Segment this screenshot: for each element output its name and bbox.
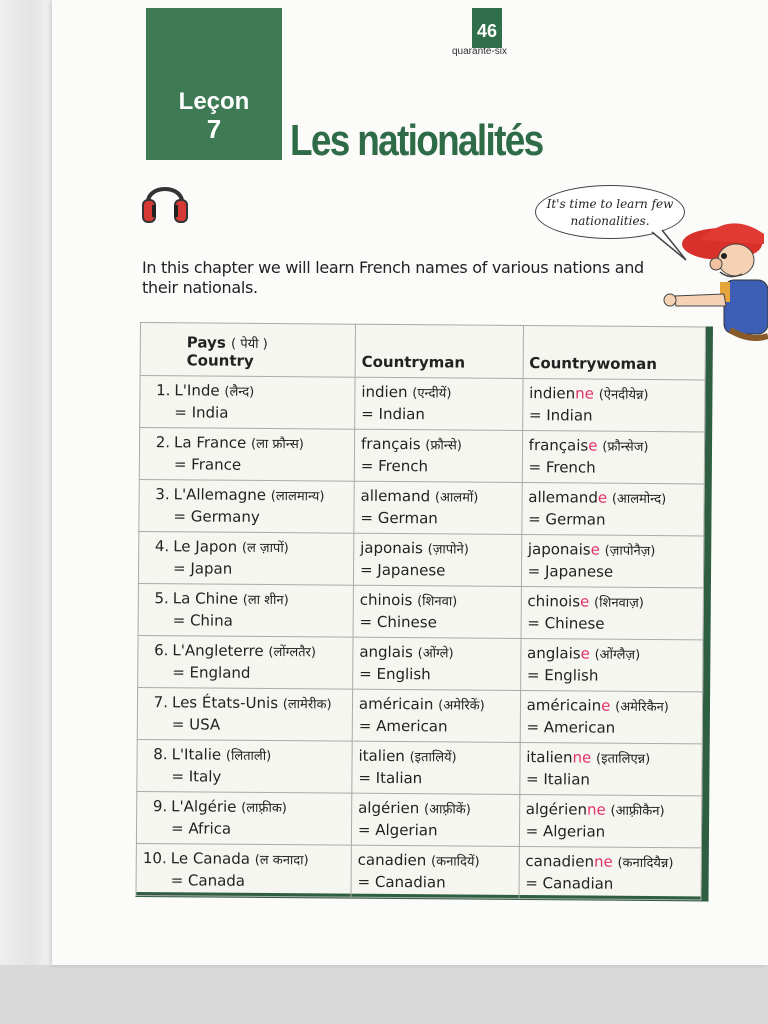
table-row: [136, 843, 701, 899]
table-row: [140, 376, 705, 432]
countrywoman-english: = English: [526, 666, 599, 685]
country-hindi: (ल ज़ापों): [241, 540, 289, 557]
countryman-hindi: (फ्रौन्से): [425, 438, 462, 454]
country-french: La France: [173, 433, 247, 452]
header-pays-hindi: ( पेयी ): [230, 336, 268, 353]
countrywoman-english: = American: [526, 718, 616, 737]
country-hindi: (लामेरीक): [282, 697, 332, 713]
page-number-words: quarante-six: [452, 46, 508, 57]
table-row: [138, 635, 703, 691]
feminine-ending: ne: [575, 384, 595, 403]
countryman-english: = Japanese: [359, 560, 446, 580]
nationalities-table-container: [135, 322, 712, 901]
countrywoman-base: algérien: [525, 800, 588, 819]
country-english: = Japan: [172, 559, 233, 578]
countryman-cell: [353, 533, 521, 586]
countrywoman-base: chinois: [527, 592, 581, 611]
country-french: L'Allemagne: [173, 485, 267, 504]
countrywoman-english: = Canadian: [525, 874, 614, 893]
feminine-ending: ne: [586, 800, 606, 819]
country-english: = Africa: [170, 819, 232, 838]
countryman-french: algérien: [358, 798, 420, 818]
country-english: = England: [172, 663, 251, 682]
country-french: L'Inde: [174, 381, 220, 400]
countrywoman-cell: [519, 846, 702, 899]
countrywoman-hindi: (ऐनदीयेन्न): [598, 387, 649, 403]
countryman-hindi: (ज़ापोने): [427, 542, 469, 558]
countrywoman-english: = Indian: [528, 406, 593, 425]
countryman-french: anglais: [359, 642, 413, 662]
countryman-french: japonais: [360, 538, 423, 558]
header-country-label: Country: [186, 351, 254, 370]
lesson-number: 7: [206, 114, 222, 144]
country-english: = Italy: [171, 767, 222, 786]
countrywoman-english: = Italian: [526, 770, 591, 789]
country-hindi: (लिताली): [225, 748, 272, 765]
country-hindi: (ल कनादा): [254, 852, 309, 869]
countrywoman-base: indien: [529, 384, 576, 403]
countrywoman-base: anglais: [526, 644, 581, 663]
country-french: Le Japon: [173, 537, 238, 556]
countrywoman-cell: [521, 535, 704, 588]
countryman-hindi: (ओंग्ले): [417, 646, 454, 662]
countryman-hindi: (इतालियें): [409, 750, 457, 766]
country-french: L'Algérie: [171, 797, 237, 816]
country-english: = Germany: [173, 507, 260, 526]
countryman-hindi: (आलमों): [434, 490, 479, 506]
country-cell: [136, 843, 351, 897]
countrywoman-base: japonais: [527, 540, 591, 559]
countrywoman-english: = Algerian: [525, 822, 606, 841]
row-number: 1.: [156, 381, 171, 400]
table-row: [136, 791, 701, 847]
countrywoman-english: = Chinese: [527, 614, 605, 633]
row-number: 6.: [154, 641, 169, 660]
countryman-english: = French: [360, 456, 429, 476]
table-row: [137, 687, 702, 743]
row-number: 8.: [153, 745, 168, 764]
header-countryman: Countryman: [355, 324, 523, 378]
country-cell: [137, 687, 352, 741]
countrywoman-base: italien: [526, 748, 573, 767]
countrywoman-cell: [521, 483, 704, 536]
countryman-cell: [354, 481, 522, 534]
row-number: 2.: [155, 433, 171, 452]
table-row: [138, 531, 703, 587]
countrywoman-cell: [519, 794, 702, 847]
country-hindi: (ला फ्रौन्स): [250, 436, 304, 453]
row-number: 10.: [142, 849, 167, 868]
intro-text: In this chapter we will learn French names of various nations and their nationals.: [142, 258, 644, 297]
country-french: L'Angleterre: [172, 641, 264, 660]
countrywoman-base: allemand: [528, 488, 598, 507]
countrywoman-cell: [520, 690, 703, 743]
table-row: [139, 428, 704, 484]
country-hindi: (लैन्द): [224, 384, 255, 400]
countryman-hindi: (शिनवा): [417, 594, 458, 610]
countryman-hindi: (आफ़्रीकें): [424, 802, 471, 818]
country-english: = India: [174, 403, 229, 422]
countrywoman-cell: [520, 638, 703, 691]
countrywoman-base: canadien: [525, 852, 595, 871]
countryman-english: = Algerian: [357, 820, 438, 840]
countrywoman-cell: [522, 431, 705, 484]
row-number: 9.: [152, 797, 168, 816]
country-hindi: (ला शीन): [242, 592, 289, 609]
countrywoman-hindi: (ओंग्लैज़): [594, 647, 641, 663]
countryman-cell: [351, 793, 519, 846]
country-english: = China: [172, 611, 233, 630]
countryman-cell: [352, 741, 520, 794]
feminine-ending: ne: [593, 852, 613, 871]
countryman-english: = English: [359, 664, 431, 684]
country-french: Le Canada: [170, 849, 251, 868]
countryman-french: indien: [361, 382, 408, 402]
countryman-french: chinois: [359, 590, 413, 610]
countrywoman-hindi: (अमेरिकैन): [615, 699, 669, 716]
country-hindi: (लोंग्लतैर): [268, 645, 317, 661]
feminine-ending: e: [597, 488, 608, 507]
feminine-ending: e: [579, 592, 590, 611]
country-cell: [139, 479, 354, 533]
table-row: [139, 479, 704, 535]
lesson-label: Leçon: [178, 88, 250, 115]
country-cell: [138, 531, 353, 585]
feminine-ending: e: [590, 540, 600, 559]
table-header-row: [140, 323, 705, 380]
countryman-french: canadien: [357, 850, 427, 870]
country-english: = USA: [171, 715, 221, 734]
country-cell: [139, 428, 354, 482]
countryman-english: = German: [360, 508, 438, 528]
page-title: Les nationalités: [290, 116, 543, 165]
countrywoman-english: = German: [528, 510, 606, 529]
country-french: Les États-Unis: [171, 693, 279, 713]
countryman-hindi: (कनादियें): [430, 854, 480, 870]
countryman-cell: [353, 637, 521, 690]
countryman-french: américain: [358, 694, 434, 714]
countryman-french: italien: [358, 746, 405, 766]
feminine-ending: e: [580, 644, 590, 663]
countryman-french: français: [360, 434, 421, 454]
table-row: [137, 739, 702, 795]
countrywoman-hindi: (शिनवाज़): [594, 595, 644, 611]
feminine-ending: e: [601, 696, 611, 715]
country-french: L'Italie: [171, 745, 222, 764]
table-row: [138, 583, 703, 639]
speech-bubble: It's time to learn few nationalities.: [535, 185, 685, 239]
feminine-ending: ne: [572, 748, 592, 767]
page-edge-stack: [0, 0, 52, 965]
countrywoman-cell: [519, 742, 702, 795]
countrywoman-hindi: (फ्रौन्सेज): [602, 439, 649, 455]
countrywoman-cell: [522, 379, 705, 432]
country-cell: [137, 739, 352, 793]
countrywoman-english: = French: [528, 458, 596, 477]
lesson-badge: [146, 8, 282, 160]
header-country: [140, 323, 355, 378]
countryman-english: = Indian: [361, 404, 425, 424]
countryman-french: allemand: [360, 486, 431, 506]
countryman-english: = Italian: [358, 768, 423, 788]
header-countrywoman: Countrywoman: [523, 326, 706, 380]
countryman-cell: [355, 377, 523, 430]
country-cell: [138, 583, 353, 637]
countrywoman-hindi: (इतालिएन्न): [596, 751, 651, 768]
countrywoman-english: = Japanese: [527, 562, 614, 581]
row-number: 5.: [154, 589, 169, 608]
countrywoman-hindi: (आफ़्रीकैन): [610, 803, 665, 820]
page-number: 46: [472, 8, 502, 48]
country-cell: [140, 376, 355, 430]
nationalities-table: [135, 322, 705, 900]
countrywoman-base: américain: [526, 696, 602, 715]
country-hindi: (लालमान्य): [270, 489, 325, 505]
row-number: 3.: [155, 485, 170, 504]
country-cell: [138, 635, 353, 689]
feminine-ending: e: [588, 436, 598, 455]
row-number: 4.: [154, 537, 170, 556]
countryman-english: = Chinese: [359, 612, 437, 632]
country-french: La Chine: [172, 589, 239, 608]
countryman-cell: [351, 845, 519, 898]
row-number: 7.: [153, 693, 169, 712]
countrywoman-base: français: [528, 436, 589, 455]
countrywoman-hindi: (ज़ापोनैज़): [604, 543, 656, 560]
countryman-cell: [353, 585, 521, 638]
countryman-cell: [354, 429, 522, 482]
countryman-english: = American: [358, 716, 448, 736]
countryman-cell: [352, 689, 520, 742]
countrywoman-hindi: (आलमोन्द): [611, 491, 667, 508]
countryman-hindi: (अमेरिकें): [438, 698, 485, 714]
countryman-english: = Canadian: [357, 872, 446, 892]
country-cell: [136, 791, 351, 845]
countrywoman-hindi: (कनादियैन्न): [617, 855, 674, 872]
countrywoman-cell: [521, 587, 704, 640]
country-english: = France: [173, 455, 242, 474]
country-english: = Canada: [170, 871, 246, 890]
headphones-icon: [140, 172, 190, 228]
header-pays: Pays: [186, 333, 226, 352]
country-hindi: (लाफ़्रीक): [241, 800, 287, 817]
countryman-hindi: (एन्दीयें): [412, 386, 452, 402]
